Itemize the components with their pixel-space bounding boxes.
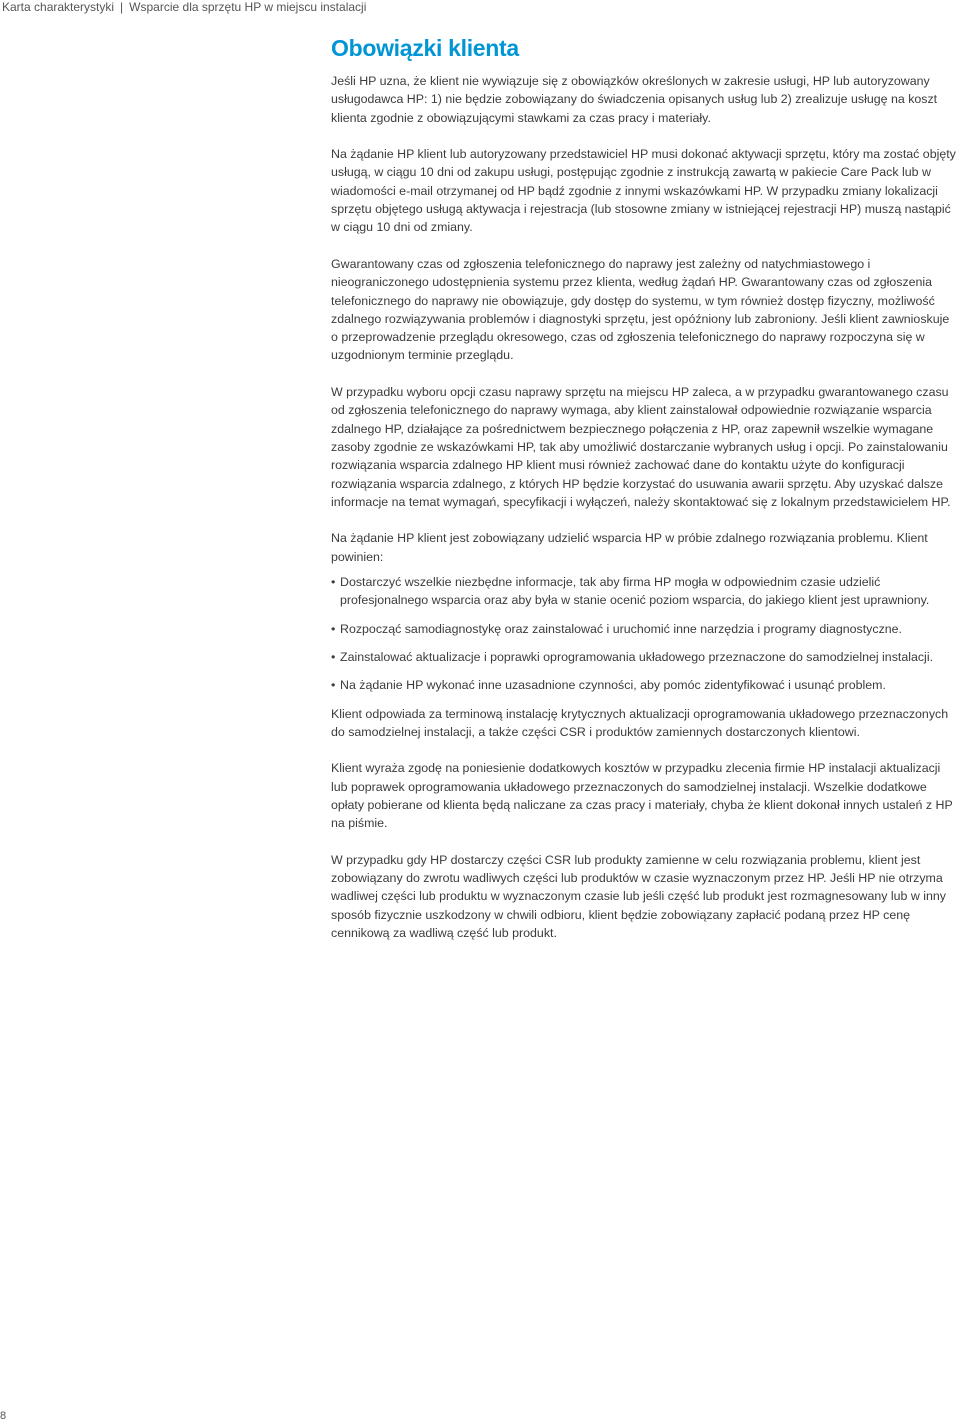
header-separator: |	[120, 0, 124, 14]
paragraph-csr-returns: W przypadku gdy HP dostarczy części CSR lub produkty zamienne w celu rozwiązania problemu, klient jest zobowiązany do zwrotu wadliwych części lub produktów w czasie wyznaczonym przez HP. Jeśli HP nie otrzyma wadliwej części lub produktu w wyznaczonym czasie lub jeśli część lub produkt jest rozmagnesowany lub w inny sposób fizycznie uszkodzony w chwili odbioru, klient będzie zobowiązany zapłacić podaną przez HP cenę cennikową za wadliwą część lub produkt.	[331, 852, 946, 941]
paragraph-activation: Na żądanie HP klient lub autoryzowany przedstawiciel HP musi dokonać aktywacji sprzętu, który ma zostać objęty usługą, w ciągu 10 dni od zakupu usługi, postępując zgodnie z instrukcją zawartą w pakiecie Care Pack lub w wiadomości e-mail otrzymanej od HP bądź zgodnie z innymi wskazówkami HP. W przypadku zmiany lokalizacji sprzętu objętego usługą aktywacja i rejestracja (lub stosowne zmiany w istniejącej rejestracji HP) muszą nastąpić w ciągu 10 dni od zmiany.	[331, 147, 956, 235]
page-number: 8	[0, 1410, 7, 1422]
list-item-text: Zainstalować aktualizacje i poprawki oprogramowania układowego przeznaczone do samodzielnej instalacji.	[340, 649, 934, 664]
list-item-text: Dostarczyć wszelkie niezbędne informacje, tak aby firma HP mogła w odpowiednim czasie udzielić profesjonalnego wsparcia oraz aby była w stanie ocenić poziom wsparcia, do jakiego klient jest uprawniony.	[340, 575, 930, 608]
page-header	[2, 0, 366, 14]
header-doc-type: Karta charakterystyki	[2, 0, 115, 14]
list-item	[331, 676, 959, 694]
paragraph-obligations: Jeśli HP uzna, że klient nie wywiązuje się z obowiązków określonych w zakresie usługi, HP lub autoryzowany usługodawca HP: 1) nie będzie zobowiązany do świadczenia opisanych usług lub 2) zrealizuje usługę na koszt klienta zgodnie z obowiązującymi stawkami za czas pracy i materiały.	[331, 74, 938, 125]
page-title: Obowiązki klienta	[331, 35, 519, 61]
main-content	[331, 72, 959, 961]
list-item-text: Na żądanie HP wykonać inne uzasadnione czynności, aby pomóc zidentyfikować i usunąć problem.	[340, 678, 886, 693]
list-item	[331, 620, 959, 638]
bullet-icon: •	[331, 678, 336, 693]
paragraph-client-should: Na żądanie HP klient jest zobowiązany udzielić wsparcia HP w próbie zdalnego rozwiązania problemu. Klient powinien:	[331, 531, 928, 564]
list-item	[331, 573, 959, 610]
bullet-icon: •	[331, 575, 336, 590]
paragraph-response-time: Gwarantowany czas od zgłoszenia telefonicznego do naprawy jest zależny od natychmiastowego i nieograniczonego udostępnienia systemu przez klienta, według żądań HP. Gwarantowany czas od zgłoszenia telefonicznego do naprawy nie obowiązuje, gdy dostęp do systemu, w tym również dostęp fizyczny, możliwość zdalnego rozwiązywania problemów i diagnostyki sprzętu, jest opóźniony lub zabroniony. Jeśli klient zawnioskuje o przeprowadzenie przeglądu okresowego, czas od zgłoszenia telefonicznego do naprawy rozpoczyna się w uzgodnionym terminie przeglądu.	[331, 256, 950, 363]
header-section: Wsparcie dla sprzętu HP w miejscu instalacji	[129, 0, 367, 14]
bullet-icon: •	[331, 649, 336, 664]
list-item-text: Rozpocząć samodiagnostykę oraz zainstalować i uruchomić inne narzędzia i programy diagnostyczne.	[340, 621, 902, 636]
paragraph-additional-costs: Klient wyraża zgodę na poniesienie dodatkowych kosztów w przypadku zlecenia firmie HP instalacji aktualizacji lub poprawek oprogramowania układowego przeznaczonych do samodzielnej instalacji. Wszelkie dodatkowe opłaty pobierane od klienta będą naliczane za czas pracy i materiały, chyba że klient dokonał innych ustaleń z HP na piśmie.	[331, 761, 953, 831]
paragraph-firmware-responsibility: Klient odpowiada za terminową instalację krytycznych aktualizacji oprogramowania układowego przeznaczonych do samodzielnej instalacji, a także części CSR i produktów zamiennych dostarczonych klientowi.	[331, 706, 949, 739]
list-item	[331, 648, 959, 666]
bullet-icon: •	[331, 621, 336, 636]
bullet-list	[331, 573, 959, 694]
paragraph-remote-support: W przypadku wyboru opcji czasu naprawy sprzętu na miejscu HP zaleca, a w przypadku gwarantowanego czasu od zgłoszenia telefonicznego do naprawy wymaga, aby klient zainstalował odpowiednie rozwiązanie wsparcia zdalnego HP, działające za pośrednictwem bezpiecznego połączenia z HP, oraz zapewnił wszelkie wymagane zasoby zgodnie ze wskazówkami HP, tak aby umożliwić dostarczanie wybranych usług i opcji. Po zainstalowaniu rozwiązania wsparcia zdalnego HP klient musi również zachować dane do kontaktu użyte do konfiguracji rozwiązania wsparcia zdalnego, z których HP będzie korzystać do usuwania awarii sprzętu. Aby uzyskać dalsze informacje na temat wymagań, specyfikacji i wyłączeń, należy skontaktować się z lokalnym przedstawicielem HP.	[331, 385, 951, 509]
